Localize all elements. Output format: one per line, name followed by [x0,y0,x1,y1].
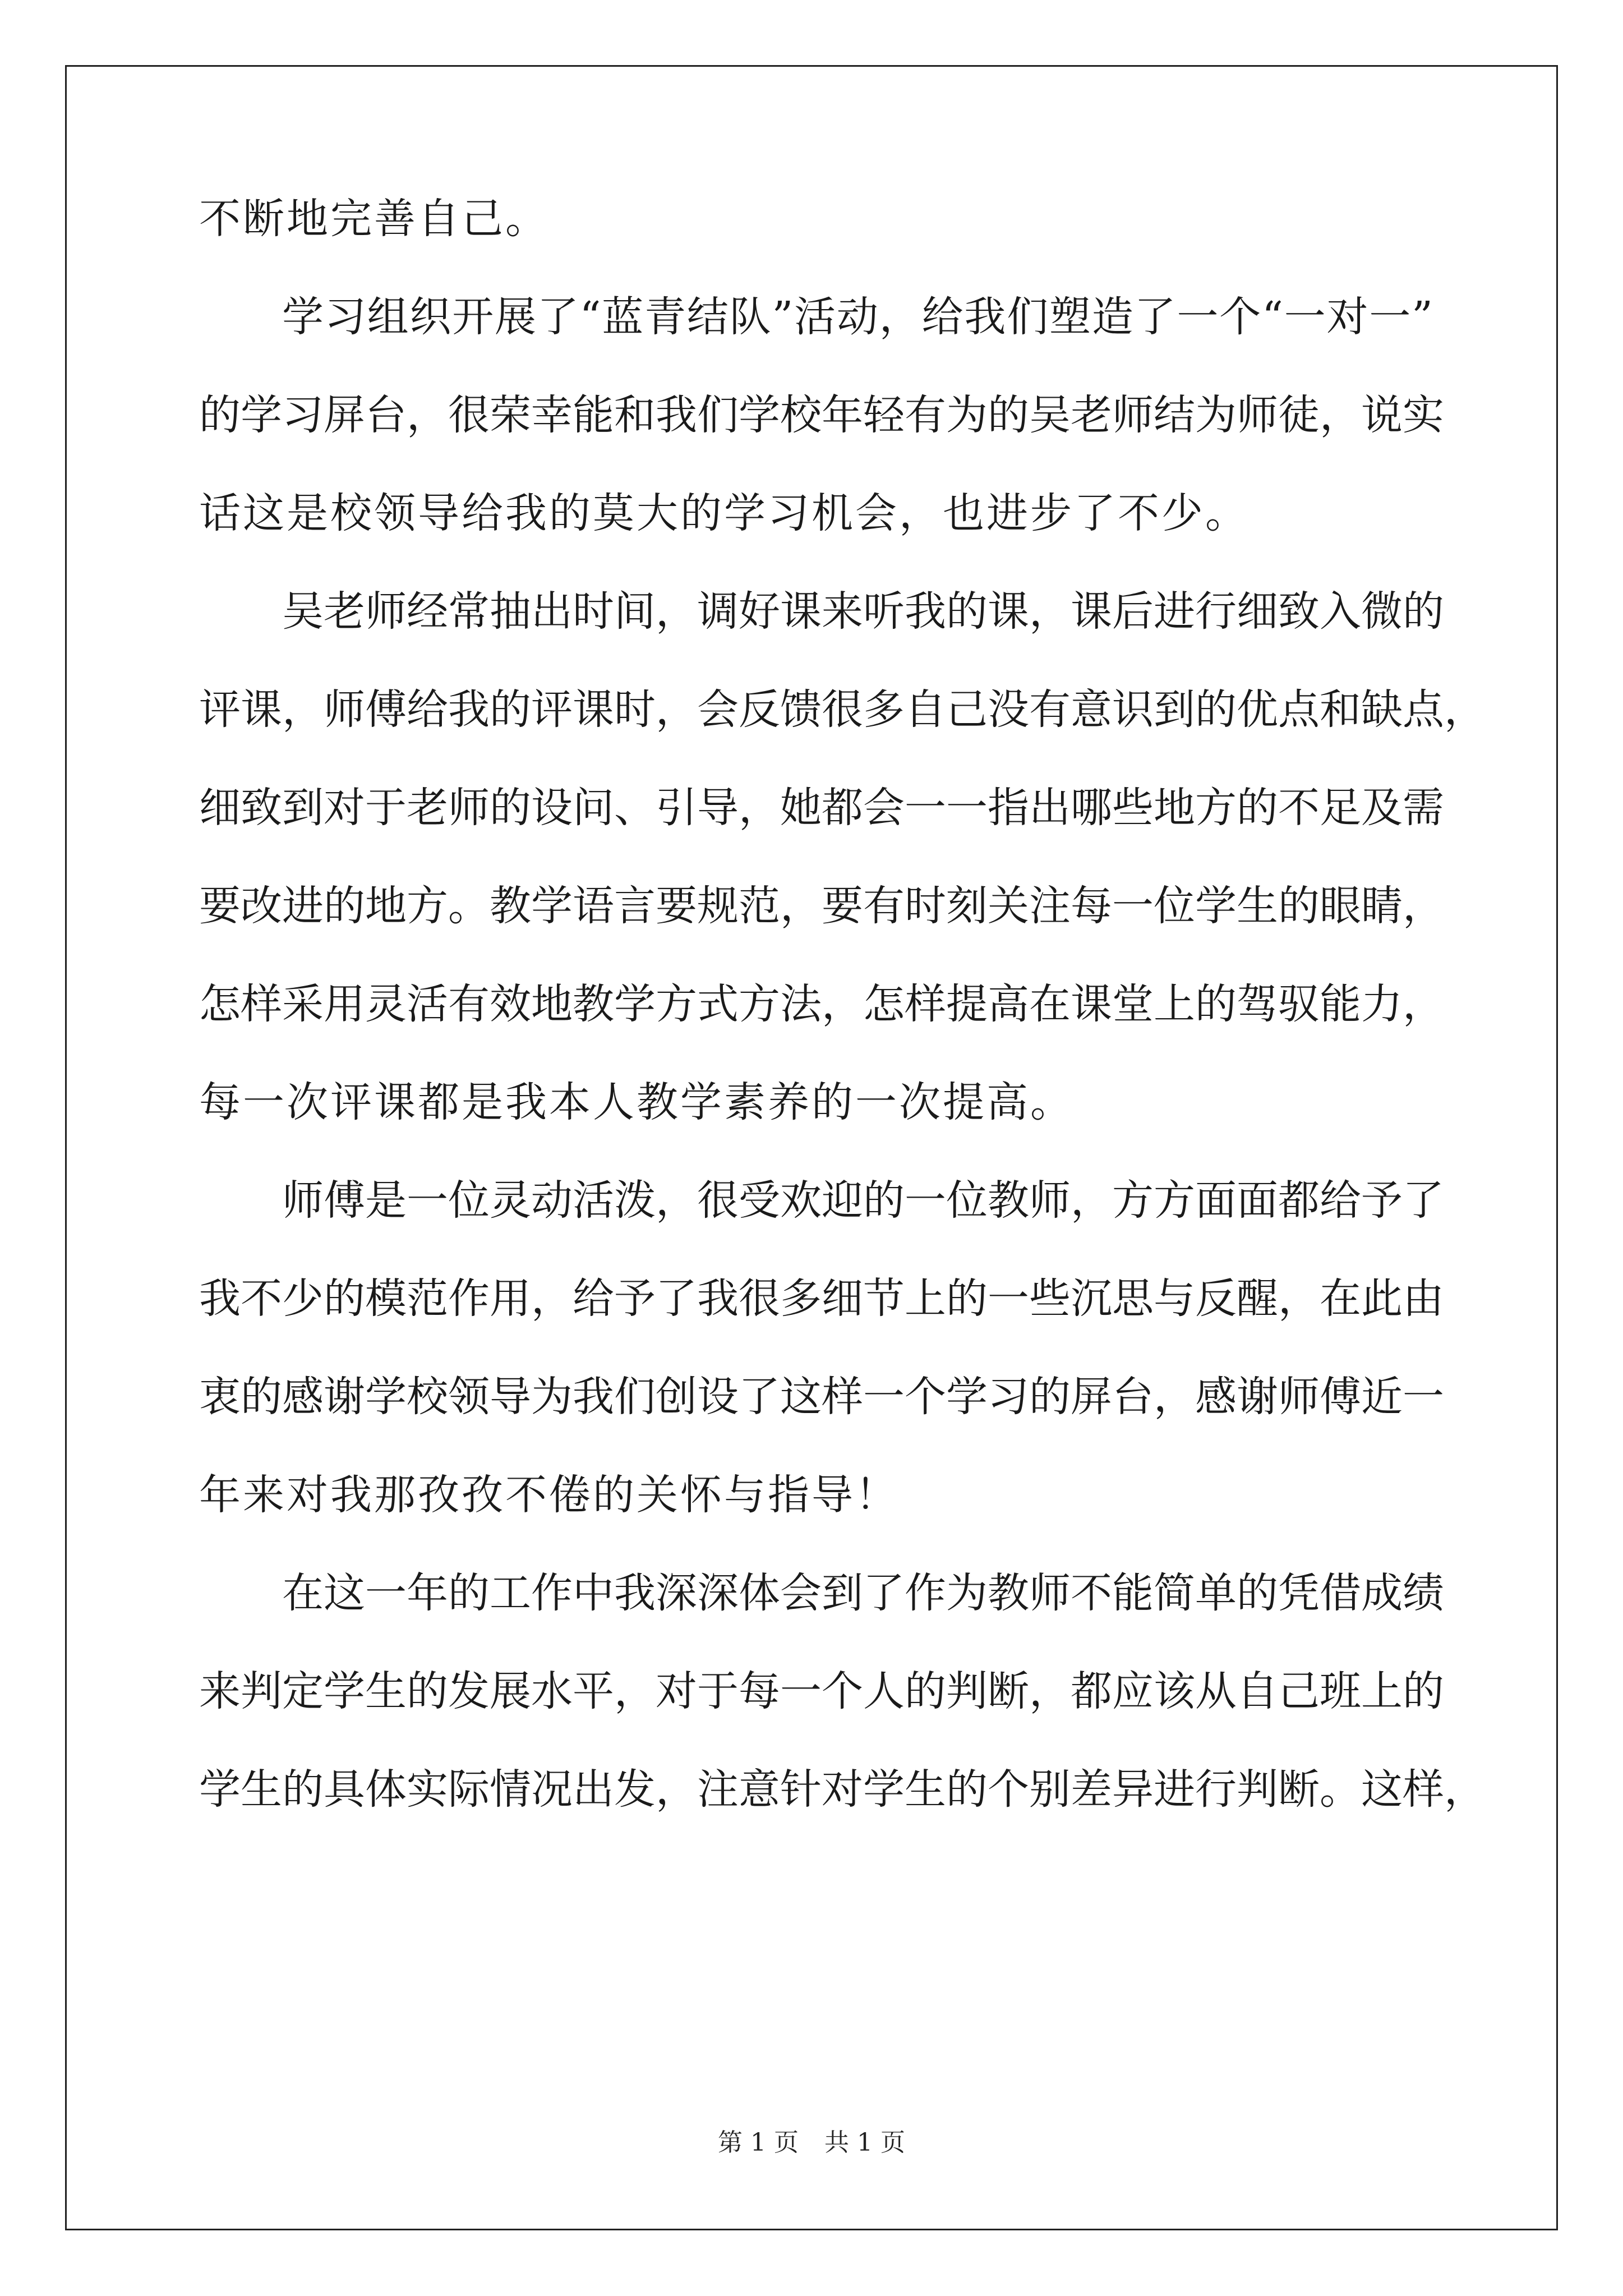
text-line: 要改进的地方。教学语言要规范，要有时刻关注每一位学生的眼睛， [199,882,1444,930]
text-line: 每一次评课都是我本人教学素养的一次提高。 [199,1078,1074,1126]
text-line: 评课，师傅给我的评课时，会反馈很多自己没有意识到的优点和缺点， [199,685,1486,734]
text-line: 的学习屏台，很荣幸能和我们学校年轻有为的吴老师结为师徒，说实 [199,391,1444,439]
text-line: 细致到对于老师的设问、引导，她都会一一指出哪些地方的不足及需 [199,784,1444,832]
text-line: 吴老师经常抽出时间，调好课来听我的课，课后进行细致入微的 [282,587,1444,636]
text-line: 来判定学生的发展水平，对于每一个人的判断，都应该从自己班上的 [199,1667,1444,1715]
page-number: 第 1 页 [718,2128,799,2157]
text-line: 学生的具体实际情况出发，注意针对学生的个别差异进行判断。这样， [199,1765,1486,1814]
text-line: 在这一年的工作中我深深体会到了作为教师不能简单的凭借成绩 [282,1569,1444,1617]
text-line: 怎样采用灵活有效地教学方式方法，怎样提高在课堂上的驾驭能力， [199,980,1444,1028]
text-line: 衷的感谢学校领导为我们创设了这样一个学习的屏台，感谢师傅近一 [199,1373,1444,1421]
page-footer [0,2126,1623,2160]
text-line: 学习组织开展了“蓝青结队”活动，给我们塑造了一个“一对一” [282,293,1433,341]
text-line: 年来对我那孜孜不倦的关怀与指导！ [199,1471,899,1519]
text-line: 师傅是一位灵动活泼，很受欢迎的一位教师，方方面面都给予了 [282,1176,1444,1225]
text-line: 话这是校领导给我的莫大的学习机会，也进步了不少。 [199,489,1249,537]
text-line: 我不少的模范作用，给予了我很多细节上的一些沉思与反醒，在此由 [199,1274,1444,1323]
page-total: 共 1 页 [824,2128,905,2157]
text-line: 不断地完善自己。 [199,195,549,243]
